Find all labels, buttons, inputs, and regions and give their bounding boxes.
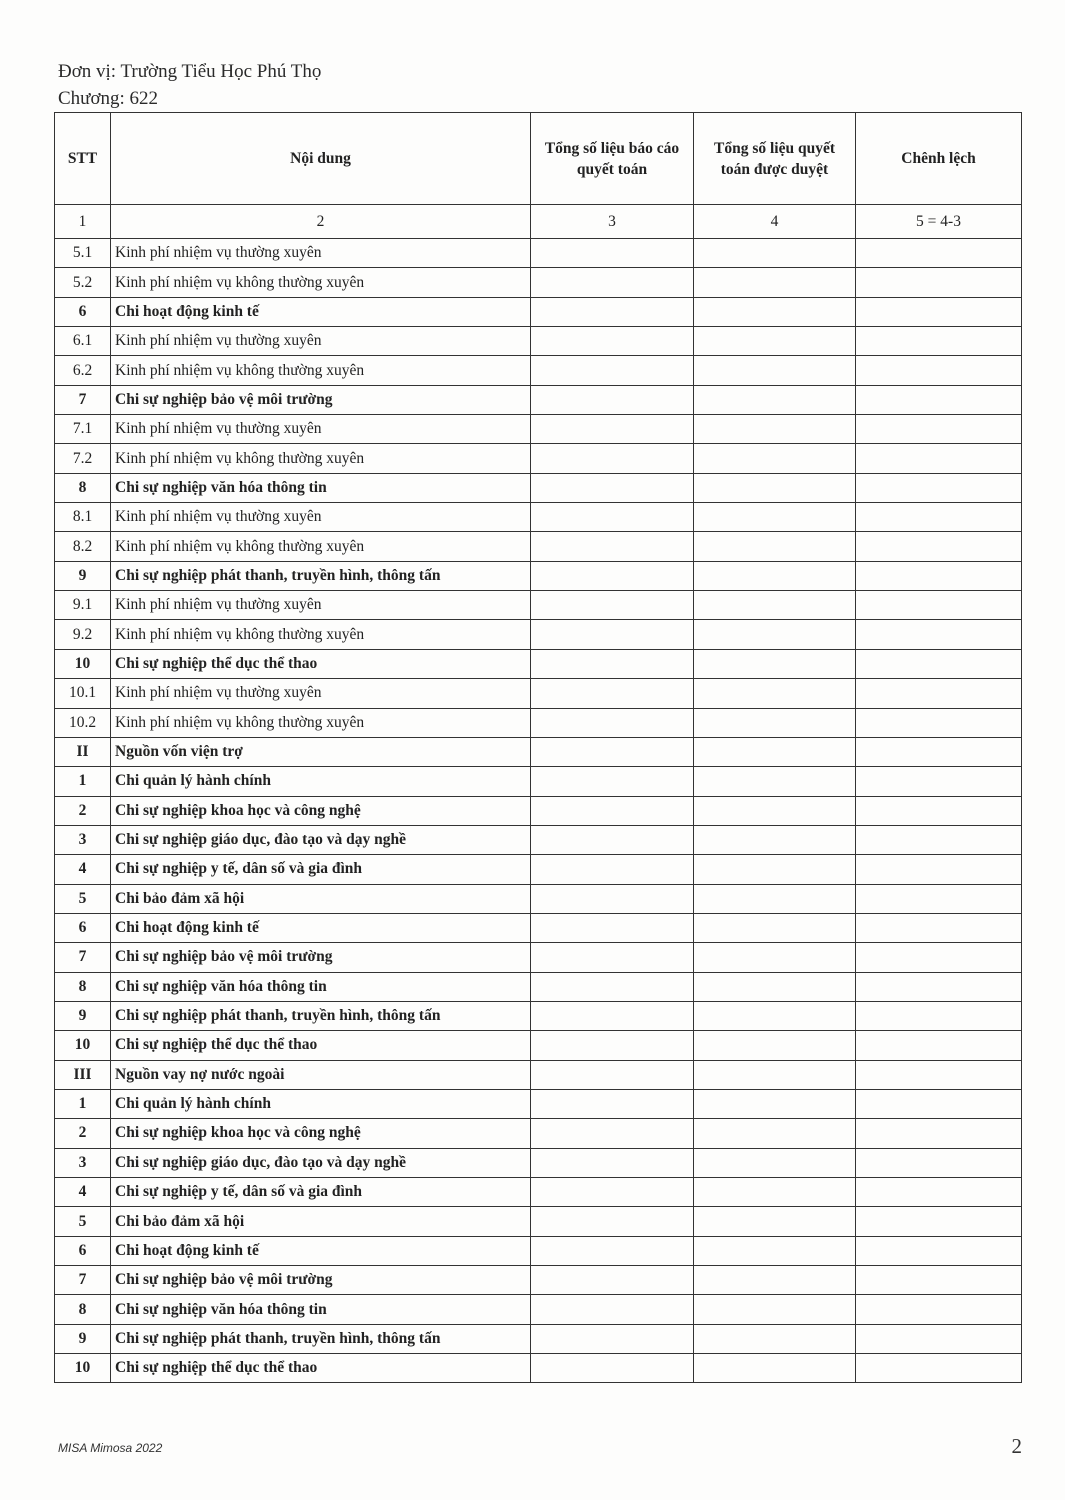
header-reported: Tổng số liệu báo cáo quyết toán <box>531 113 694 205</box>
table-header-row <box>55 113 1022 205</box>
row-stt: III <box>55 1060 111 1089</box>
table-row <box>55 1001 1022 1030</box>
row-stt: 10 <box>55 649 111 678</box>
row-reported-value <box>531 620 694 649</box>
column-number: 4 <box>694 205 856 239</box>
row-stt: 4 <box>55 1178 111 1207</box>
row-difference-value <box>856 620 1022 649</box>
row-difference-value <box>856 943 1022 972</box>
row-reported-value <box>531 473 694 502</box>
row-stt: 6.1 <box>55 327 111 356</box>
row-stt: II <box>55 737 111 766</box>
row-content: Chi sự nghiệp y tế, dân số và gia đình <box>111 855 531 884</box>
row-content: Chi quản lý hành chính <box>111 767 531 796</box>
column-number: 3 <box>531 205 694 239</box>
row-reported-value <box>531 268 694 297</box>
table-row <box>55 913 1022 942</box>
table-row <box>55 1295 1022 1324</box>
row-difference-value <box>856 972 1022 1001</box>
row-stt: 9.2 <box>55 620 111 649</box>
table-row <box>55 385 1022 414</box>
row-content: Nguồn vay nợ nước ngoài <box>111 1060 531 1089</box>
row-approved-value <box>694 679 856 708</box>
row-stt: 6 <box>55 1236 111 1265</box>
row-content: Chi sự nghiệp văn hóa thông tin <box>111 972 531 1001</box>
row-difference-value <box>856 1266 1022 1295</box>
table-row <box>55 1207 1022 1236</box>
unit-name: Đơn vị: Trường Tiểu Học Phú Thọ <box>58 61 322 82</box>
row-difference-value <box>856 1324 1022 1353</box>
row-difference-value <box>856 356 1022 385</box>
row-difference-value <box>856 1060 1022 1089</box>
table-row <box>55 503 1022 532</box>
row-stt: 9 <box>55 561 111 590</box>
column-number: 2 <box>111 205 531 239</box>
table-row <box>55 561 1022 590</box>
row-reported-value <box>531 239 694 268</box>
row-approved-value <box>694 1236 856 1265</box>
row-difference-value <box>856 649 1022 678</box>
row-content: Kinh phí nhiệm vụ không thường xuyên <box>111 356 531 385</box>
row-reported-value <box>531 1119 694 1148</box>
row-content: Kinh phí nhiệm vụ thường xuyên <box>111 591 531 620</box>
row-approved-value <box>694 591 856 620</box>
row-content: Chi sự nghiệp bảo vệ môi trường <box>111 385 531 414</box>
row-reported-value <box>531 1207 694 1236</box>
row-approved-value <box>694 297 856 326</box>
row-approved-value <box>694 855 856 884</box>
row-difference-value <box>856 884 1022 913</box>
table-row <box>55 620 1022 649</box>
row-stt: 6 <box>55 297 111 326</box>
row-approved-value <box>694 1089 856 1118</box>
row-difference-value <box>856 913 1022 942</box>
row-stt: 6.2 <box>55 356 111 385</box>
row-stt: 9.1 <box>55 591 111 620</box>
row-reported-value <box>531 708 694 737</box>
table-row <box>55 1354 1022 1383</box>
row-difference-value <box>856 1031 1022 1060</box>
row-approved-value <box>694 913 856 942</box>
row-approved-value <box>694 943 856 972</box>
row-approved-value <box>694 503 856 532</box>
row-stt: 5 <box>55 884 111 913</box>
row-reported-value <box>531 1178 694 1207</box>
row-reported-value <box>531 1031 694 1060</box>
row-reported-value <box>531 737 694 766</box>
row-content: Chi bảo đảm xã hội <box>111 884 531 913</box>
row-content: Chi sự nghiệp bảo vệ môi trường <box>111 1266 531 1295</box>
row-stt: 6 <box>55 913 111 942</box>
table-row <box>55 679 1022 708</box>
row-approved-value <box>694 972 856 1001</box>
document-header <box>58 58 321 112</box>
settlement-table <box>54 112 1022 1383</box>
table-row <box>55 444 1022 473</box>
row-approved-value <box>694 620 856 649</box>
chapter-code: Chương: 622 <box>58 88 159 109</box>
row-approved-value <box>694 385 856 414</box>
table-row <box>55 943 1022 972</box>
row-content: Nguồn vốn viện trợ <box>111 737 531 766</box>
row-approved-value <box>694 1324 856 1353</box>
row-difference-value <box>856 767 1022 796</box>
row-stt: 9 <box>55 1001 111 1030</box>
column-number: 1 <box>55 205 111 239</box>
row-reported-value <box>531 1354 694 1383</box>
row-stt: 7 <box>55 385 111 414</box>
row-content: Chi sự nghiệp văn hóa thông tin <box>111 1295 531 1324</box>
row-reported-value <box>531 943 694 972</box>
row-stt: 3 <box>55 825 111 854</box>
table-row <box>55 239 1022 268</box>
row-reported-value <box>531 561 694 590</box>
row-stt: 8.2 <box>55 532 111 561</box>
row-reported-value <box>531 503 694 532</box>
row-content: Chi sự nghiệp phát thanh, truyền hình, thông tấn <box>111 1324 531 1353</box>
row-approved-value <box>694 884 856 913</box>
row-content: Kinh phí nhiệm vụ thường xuyên <box>111 239 531 268</box>
row-reported-value <box>531 649 694 678</box>
table-row <box>55 1236 1022 1265</box>
table-row <box>55 297 1022 326</box>
row-reported-value <box>531 1089 694 1118</box>
row-approved-value <box>694 327 856 356</box>
software-footer: MISA Mimosa 2022 <box>58 1441 163 1455</box>
row-approved-value <box>694 268 856 297</box>
row-reported-value <box>531 415 694 444</box>
row-difference-value <box>856 737 1022 766</box>
row-content: Kinh phí nhiệm vụ thường xuyên <box>111 327 531 356</box>
row-content: Chi sự nghiệp thể dục thể thao <box>111 1031 531 1060</box>
row-content: Kinh phí nhiệm vụ không thường xuyên <box>111 708 531 737</box>
row-difference-value <box>856 825 1022 854</box>
table-row <box>55 825 1022 854</box>
row-difference-value <box>856 1178 1022 1207</box>
row-difference-value <box>856 297 1022 326</box>
table-row <box>55 415 1022 444</box>
row-content: Kinh phí nhiệm vụ thường xuyên <box>111 503 531 532</box>
row-reported-value <box>531 327 694 356</box>
table-row <box>55 356 1022 385</box>
row-reported-value <box>531 1266 694 1295</box>
row-approved-value <box>694 1031 856 1060</box>
row-approved-value <box>694 1060 856 1089</box>
table-body <box>55 239 1022 1383</box>
header-approved: Tổng số liệu quyết toán được duyệt <box>694 113 856 205</box>
row-stt: 9 <box>55 1324 111 1353</box>
table-row <box>55 796 1022 825</box>
row-approved-value <box>694 1207 856 1236</box>
row-stt: 2 <box>55 796 111 825</box>
row-stt: 8.1 <box>55 503 111 532</box>
row-difference-value <box>856 1295 1022 1324</box>
row-stt: 3 <box>55 1148 111 1177</box>
row-approved-value <box>694 1119 856 1148</box>
row-reported-value <box>531 1236 694 1265</box>
table-row <box>55 737 1022 766</box>
row-reported-value <box>531 855 694 884</box>
row-difference-value <box>856 1148 1022 1177</box>
row-stt: 7.2 <box>55 444 111 473</box>
table-row <box>55 1031 1022 1060</box>
row-reported-value <box>531 767 694 796</box>
row-difference-value <box>856 855 1022 884</box>
column-number: 5 = 4-3 <box>856 205 1022 239</box>
row-reported-value <box>531 679 694 708</box>
row-difference-value <box>856 679 1022 708</box>
row-stt: 5 <box>55 1207 111 1236</box>
row-difference-value <box>856 561 1022 590</box>
row-stt: 1 <box>55 1089 111 1118</box>
row-difference-value <box>856 1001 1022 1030</box>
row-reported-value <box>531 913 694 942</box>
row-difference-value <box>856 796 1022 825</box>
row-approved-value <box>694 532 856 561</box>
row-stt: 1 <box>55 767 111 796</box>
row-difference-value <box>856 532 1022 561</box>
row-stt: 2 <box>55 1119 111 1148</box>
row-reported-value <box>531 796 694 825</box>
row-difference-value <box>856 1119 1022 1148</box>
row-difference-value <box>856 591 1022 620</box>
row-approved-value <box>694 473 856 502</box>
row-content: Chi sự nghiệp giáo dục, đào tạo và dạy nghề <box>111 825 531 854</box>
table-row <box>55 268 1022 297</box>
row-content: Kinh phí nhiệm vụ thường xuyên <box>111 415 531 444</box>
row-content: Chi sự nghiệp khoa học và công nghệ <box>111 1119 531 1148</box>
row-stt: 7 <box>55 1266 111 1295</box>
row-difference-value <box>856 385 1022 414</box>
table-row <box>55 473 1022 502</box>
row-approved-value <box>694 1178 856 1207</box>
column-number-row <box>55 205 1022 239</box>
row-reported-value <box>531 884 694 913</box>
table-row <box>55 649 1022 678</box>
row-stt: 10.2 <box>55 708 111 737</box>
row-stt: 5.2 <box>55 268 111 297</box>
row-approved-value <box>694 239 856 268</box>
row-approved-value <box>694 1295 856 1324</box>
row-approved-value <box>694 825 856 854</box>
row-reported-value <box>531 356 694 385</box>
row-content: Chi sự nghiệp thể dục thể thao <box>111 649 531 678</box>
row-content: Chi sự nghiệp phát thanh, truyền hình, thông tấn <box>111 561 531 590</box>
row-difference-value <box>856 268 1022 297</box>
row-content: Chi hoạt động kinh tế <box>111 913 531 942</box>
row-reported-value <box>531 825 694 854</box>
row-stt: 10 <box>55 1354 111 1383</box>
row-stt: 5.1 <box>55 239 111 268</box>
header-stt: STT <box>55 113 111 205</box>
row-approved-value <box>694 737 856 766</box>
row-difference-value <box>856 1089 1022 1118</box>
row-reported-value <box>531 1148 694 1177</box>
row-stt: 7 <box>55 943 111 972</box>
row-content: Kinh phí nhiệm vụ không thường xuyên <box>111 268 531 297</box>
table-row <box>55 591 1022 620</box>
row-difference-value <box>856 327 1022 356</box>
row-content: Kinh phí nhiệm vụ không thường xuyên <box>111 620 531 649</box>
table-row <box>55 855 1022 884</box>
table-row <box>55 767 1022 796</box>
row-content: Kinh phí nhiệm vụ không thường xuyên <box>111 444 531 473</box>
table-row <box>55 708 1022 737</box>
row-approved-value <box>694 415 856 444</box>
row-difference-value <box>856 473 1022 502</box>
page-number: 2 <box>1011 1434 1022 1458</box>
row-stt: 7.1 <box>55 415 111 444</box>
row-difference-value <box>856 239 1022 268</box>
row-approved-value <box>694 649 856 678</box>
header-content: Nội dung <box>111 113 531 205</box>
table-row <box>55 1324 1022 1353</box>
row-approved-value <box>694 356 856 385</box>
row-content: Chi sự nghiệp thể dục thể thao <box>111 1354 531 1383</box>
row-content: Kinh phí nhiệm vụ không thường xuyên <box>111 532 531 561</box>
row-difference-value <box>856 1207 1022 1236</box>
row-content: Kinh phí nhiệm vụ thường xuyên <box>111 679 531 708</box>
row-reported-value <box>531 1060 694 1089</box>
row-reported-value <box>531 1324 694 1353</box>
row-content: Chi sự nghiệp phát thanh, truyền hình, thông tấn <box>111 1001 531 1030</box>
header-difference: Chênh lệch <box>856 113 1022 205</box>
row-content: Chi sự nghiệp bảo vệ môi trường <box>111 943 531 972</box>
row-reported-value <box>531 444 694 473</box>
row-difference-value <box>856 1236 1022 1265</box>
row-approved-value <box>694 1001 856 1030</box>
row-stt: 8 <box>55 972 111 1001</box>
row-approved-value <box>694 767 856 796</box>
table-row <box>55 532 1022 561</box>
table-row <box>55 1266 1022 1295</box>
row-reported-value <box>531 385 694 414</box>
row-approved-value <box>694 444 856 473</box>
row-reported-value <box>531 591 694 620</box>
row-reported-value <box>531 1001 694 1030</box>
row-stt: 4 <box>55 855 111 884</box>
row-difference-value <box>856 1354 1022 1383</box>
row-difference-value <box>856 444 1022 473</box>
row-reported-value <box>531 972 694 1001</box>
table-row <box>55 1119 1022 1148</box>
table-row <box>55 1148 1022 1177</box>
row-content: Chi hoạt động kinh tế <box>111 297 531 326</box>
row-approved-value <box>694 561 856 590</box>
row-stt: 10.1 <box>55 679 111 708</box>
row-content: Chi sự nghiệp khoa học và công nghệ <box>111 796 531 825</box>
row-content: Chi bảo đảm xã hội <box>111 1207 531 1236</box>
table-row <box>55 1089 1022 1118</box>
row-content: Chi sự nghiệp y tế, dân số và gia đình <box>111 1178 531 1207</box>
table-row <box>55 1060 1022 1089</box>
table-row <box>55 884 1022 913</box>
row-approved-value <box>694 1148 856 1177</box>
row-difference-value <box>856 415 1022 444</box>
row-reported-value <box>531 297 694 326</box>
row-content: Chi sự nghiệp giáo dục, đào tạo và dạy nghề <box>111 1148 531 1177</box>
row-stt: 8 <box>55 1295 111 1324</box>
row-approved-value <box>694 1354 856 1383</box>
row-content: Chi hoạt động kinh tế <box>111 1236 531 1265</box>
row-difference-value <box>856 503 1022 532</box>
table-row <box>55 327 1022 356</box>
row-content: Chi quản lý hành chính <box>111 1089 531 1118</box>
row-stt: 8 <box>55 473 111 502</box>
table-row <box>55 1178 1022 1207</box>
row-reported-value <box>531 532 694 561</box>
row-content: Chi sự nghiệp văn hóa thông tin <box>111 473 531 502</box>
table-row <box>55 972 1022 1001</box>
row-reported-value <box>531 1295 694 1324</box>
row-difference-value <box>856 708 1022 737</box>
row-approved-value <box>694 708 856 737</box>
row-stt: 10 <box>55 1031 111 1060</box>
row-approved-value <box>694 1266 856 1295</box>
row-approved-value <box>694 796 856 825</box>
